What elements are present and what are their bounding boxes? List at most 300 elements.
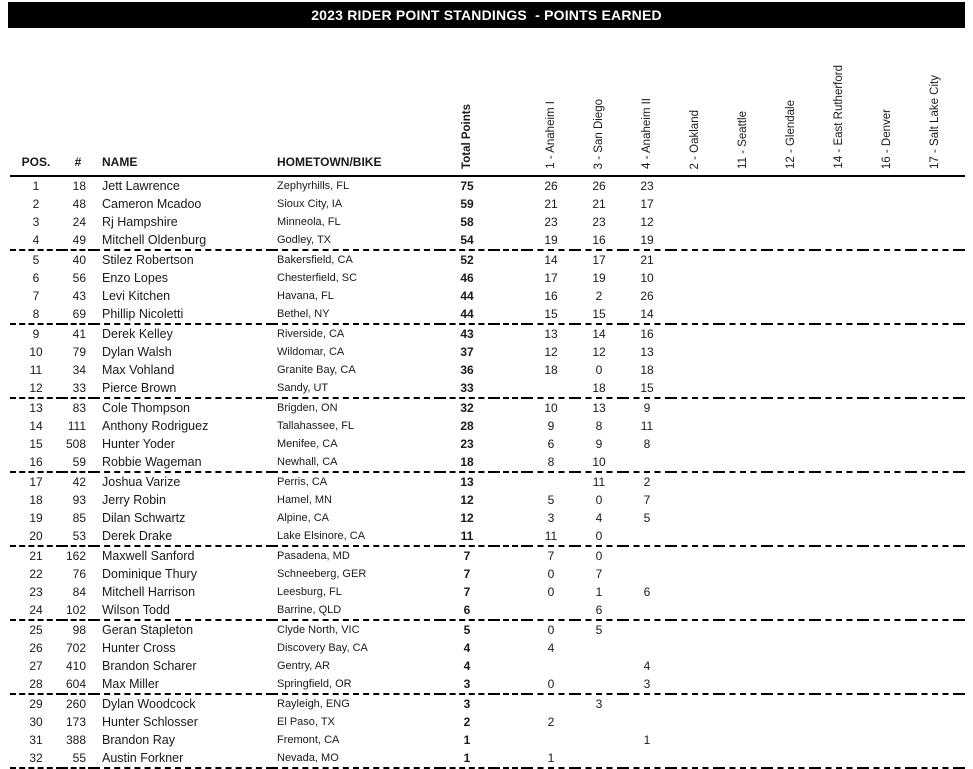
rider-name-cell: Max Miller bbox=[94, 675, 272, 694]
row-end-spacer bbox=[959, 343, 965, 361]
table-row bbox=[10, 250, 965, 269]
table-row bbox=[10, 195, 965, 213]
race-points-cell bbox=[911, 565, 959, 583]
race-points-cell: 12 bbox=[592, 345, 606, 359]
rider-number-cell: 69 bbox=[62, 305, 94, 324]
rider-name-cell: Dylan Woodcock bbox=[102, 697, 196, 711]
table-row bbox=[10, 527, 965, 546]
total-points-cell: 33 bbox=[440, 379, 494, 398]
rider-number-cell: 85 bbox=[72, 511, 86, 525]
race-points-cell bbox=[719, 583, 767, 601]
race-points-cell bbox=[719, 417, 767, 435]
race-points-cell: 8 bbox=[643, 437, 651, 451]
race-points-cell: 7 bbox=[643, 493, 651, 507]
race-points-cell: 3 bbox=[547, 511, 555, 525]
race-points-cell: 18 bbox=[640, 363, 654, 377]
race-points-cell bbox=[575, 731, 623, 749]
race-points-cell bbox=[863, 639, 911, 657]
row-spacer bbox=[494, 361, 527, 379]
row-spacer bbox=[494, 231, 527, 250]
race-points-cell bbox=[815, 305, 863, 324]
race-points-cell bbox=[719, 453, 767, 472]
race-points-cell bbox=[767, 620, 815, 639]
race-points-cell bbox=[671, 343, 719, 361]
race-points-cell: 14 bbox=[544, 253, 558, 267]
column-header-total-points: Total Points bbox=[440, 28, 494, 176]
race-points-cell bbox=[527, 379, 575, 398]
rider-number-cell: 43 bbox=[72, 289, 86, 303]
table-row bbox=[10, 343, 965, 361]
race-points-cell bbox=[863, 231, 911, 250]
row-spacer bbox=[494, 527, 527, 546]
row-end-spacer bbox=[959, 287, 965, 305]
race-points-cell bbox=[863, 305, 911, 324]
race-points-cell: 14 bbox=[623, 305, 671, 324]
race-points-cell: 21 bbox=[640, 253, 654, 267]
race-points-cell bbox=[815, 546, 863, 565]
total-points-cell: 58 bbox=[460, 215, 474, 229]
race-points-cell: 19 bbox=[592, 271, 606, 285]
race-points-cell bbox=[671, 527, 719, 546]
race-points-cell bbox=[863, 694, 911, 713]
race-points-cell bbox=[911, 195, 959, 213]
race-points-cell: 26 bbox=[592, 179, 606, 193]
race-points-cell bbox=[719, 176, 767, 195]
race-points-cell bbox=[671, 213, 719, 231]
race-points-cell bbox=[767, 639, 815, 657]
column-header-race-glendale: 12 - Glendale bbox=[767, 28, 815, 176]
race-points-cell bbox=[767, 343, 815, 361]
table-row bbox=[10, 361, 965, 379]
race-points-cell bbox=[863, 417, 911, 435]
race-points-cell: 7 bbox=[547, 549, 555, 563]
row-end-spacer bbox=[959, 435, 965, 453]
race-points-cell bbox=[719, 472, 767, 491]
race-points-cell bbox=[815, 620, 863, 639]
race-points-cell bbox=[911, 250, 959, 269]
race-points-cell bbox=[527, 657, 575, 675]
pos-cell: 31 bbox=[29, 733, 43, 747]
race-points-cell bbox=[815, 379, 863, 398]
table-row bbox=[10, 213, 965, 231]
column-header-pos: POS. bbox=[10, 28, 62, 176]
race-points-cell bbox=[911, 657, 959, 675]
race-points-cell bbox=[815, 472, 863, 491]
total-points-cell: 6 bbox=[440, 601, 494, 620]
race-points-cell bbox=[863, 601, 911, 620]
total-points-cell: 18 bbox=[440, 453, 494, 472]
race-points-cell bbox=[623, 749, 671, 768]
race-points-cell bbox=[767, 491, 815, 509]
race-points-cell bbox=[863, 250, 911, 269]
race-points-cell bbox=[671, 620, 719, 639]
race-points-cell bbox=[767, 565, 815, 583]
rider-number-cell: 42 bbox=[72, 475, 86, 489]
race-points-cell bbox=[671, 509, 719, 527]
total-points-cell: 7 bbox=[463, 549, 471, 563]
pos-cell: 29 bbox=[29, 697, 43, 711]
rider-name-cell: Anthony Rodriguez bbox=[102, 419, 209, 433]
race-points-cell: 9 bbox=[547, 419, 555, 433]
race-points-cell bbox=[719, 620, 767, 639]
table-row bbox=[10, 287, 965, 305]
race-points-cell: 15 bbox=[575, 305, 623, 324]
rider-name-cell: Geran Stapleton bbox=[102, 623, 194, 637]
column-header-race-anaheim-1: 1 - Anaheim I bbox=[527, 28, 575, 176]
row-spacer bbox=[494, 398, 527, 417]
column-header-race-san-diego: 3 - San Diego bbox=[575, 28, 623, 176]
rider-number-cell: 79 bbox=[72, 345, 86, 359]
hometown-cell: Nevada, MO bbox=[272, 749, 440, 768]
race-points-cell: 13 bbox=[544, 327, 558, 341]
table-row bbox=[10, 176, 965, 195]
race-points-cell bbox=[863, 713, 911, 731]
race-points-cell bbox=[575, 675, 623, 694]
total-points-cell: 43 bbox=[460, 327, 474, 341]
race-points-cell bbox=[815, 361, 863, 379]
table-row bbox=[10, 675, 965, 694]
column-header-race-denver: 16 - Denver bbox=[863, 28, 911, 176]
row-spacer bbox=[494, 620, 527, 639]
race-points-cell bbox=[911, 176, 959, 195]
race-points-cell: 0 bbox=[595, 363, 603, 377]
race-points-cell bbox=[863, 749, 911, 768]
race-points-cell bbox=[815, 527, 863, 546]
race-points-cell bbox=[911, 287, 959, 305]
race-points-cell bbox=[815, 343, 863, 361]
row-end-spacer bbox=[959, 379, 965, 398]
hometown-cell: Wildomar, CA bbox=[277, 346, 345, 358]
race-points-cell bbox=[911, 472, 959, 491]
pos-cell: 14 bbox=[29, 419, 43, 433]
row-spacer bbox=[494, 509, 527, 527]
table-row bbox=[10, 509, 965, 527]
race-points-cell bbox=[719, 250, 767, 269]
table-row bbox=[10, 379, 965, 398]
row-end-spacer bbox=[959, 509, 965, 527]
row-spacer bbox=[494, 491, 527, 509]
row-end-spacer bbox=[959, 361, 965, 379]
race-points-cell bbox=[623, 601, 671, 620]
race-points-cell bbox=[815, 583, 863, 601]
header-spacer bbox=[494, 28, 527, 176]
row-spacer bbox=[494, 324, 527, 343]
race-points-cell bbox=[719, 213, 767, 231]
row-spacer bbox=[494, 213, 527, 231]
table-row bbox=[10, 324, 965, 343]
rider-name-cell: Rj Hampshire bbox=[102, 215, 178, 229]
total-points-cell: 59 bbox=[460, 197, 474, 211]
total-points-cell: 36 bbox=[460, 363, 474, 377]
race-points-cell bbox=[911, 343, 959, 361]
hometown-cell: Leesburg, FL bbox=[277, 586, 342, 598]
rider-name-cell: Stilez Robertson bbox=[102, 253, 194, 267]
race-points-cell bbox=[671, 601, 719, 620]
race-points-cell bbox=[911, 694, 959, 713]
race-points-cell bbox=[815, 195, 863, 213]
table-body bbox=[10, 176, 965, 768]
race-points-cell bbox=[767, 176, 815, 195]
table-row bbox=[10, 731, 965, 749]
row-end-spacer bbox=[959, 601, 965, 620]
hometown-cell: Granite Bay, CA bbox=[277, 364, 356, 376]
row-spacer bbox=[494, 176, 527, 195]
row-spacer bbox=[494, 472, 527, 491]
rider-number-cell: 18 bbox=[72, 179, 86, 193]
race-points-cell bbox=[623, 713, 671, 731]
race-points-cell bbox=[911, 601, 959, 620]
race-points-cell bbox=[575, 639, 623, 657]
pos-cell: 8 bbox=[10, 305, 62, 324]
row-spacer bbox=[494, 601, 527, 620]
column-header-race-east-rutherford: 14 - East Rutherford bbox=[815, 28, 863, 176]
race-points-cell: 1 bbox=[595, 585, 603, 599]
pos-cell: 11 bbox=[29, 363, 43, 377]
race-points-cell bbox=[815, 231, 863, 250]
race-points-cell: 1 bbox=[643, 733, 651, 747]
pos-cell: 19 bbox=[29, 511, 43, 525]
pos-cell: 12 bbox=[10, 379, 62, 398]
table-row bbox=[10, 491, 965, 509]
rider-name-cell: Dominique Thury bbox=[102, 567, 197, 581]
race-points-cell: 0 bbox=[547, 585, 555, 599]
race-points-cell bbox=[911, 435, 959, 453]
table-row bbox=[10, 565, 965, 583]
race-points-cell: 5 bbox=[643, 511, 651, 525]
race-points-cell bbox=[767, 527, 815, 546]
race-points-cell bbox=[575, 657, 623, 675]
rider-name-cell: Derek Drake bbox=[94, 527, 272, 546]
race-points-cell bbox=[623, 694, 671, 713]
title-bar bbox=[8, 2, 965, 28]
total-points-cell: 1 bbox=[463, 733, 471, 747]
pos-cell: 23 bbox=[29, 585, 43, 599]
rider-name-cell: Cole Thompson bbox=[102, 401, 191, 415]
pos-cell: 17 bbox=[29, 475, 43, 489]
rider-name-cell: Pierce Brown bbox=[94, 379, 272, 398]
race-points-cell: 3 bbox=[623, 675, 671, 694]
race-points-cell bbox=[623, 620, 671, 639]
race-points-cell bbox=[767, 472, 815, 491]
row-end-spacer bbox=[959, 527, 965, 546]
rider-number-cell: 388 bbox=[65, 733, 86, 747]
race-points-cell: 15 bbox=[527, 305, 575, 324]
pos-cell: 13 bbox=[29, 401, 43, 415]
race-points-cell bbox=[719, 491, 767, 509]
pos-cell: 28 bbox=[10, 675, 62, 694]
race-points-cell bbox=[911, 417, 959, 435]
rider-name-cell: Hunter Cross bbox=[102, 641, 176, 655]
race-points-cell bbox=[767, 657, 815, 675]
race-points-cell bbox=[623, 639, 671, 657]
row-spacer bbox=[494, 435, 527, 453]
race-points-cell: 0 bbox=[595, 549, 603, 563]
race-points-cell bbox=[815, 491, 863, 509]
hometown-cell: Barrine, QLD bbox=[272, 601, 440, 620]
pos-cell: 1 bbox=[32, 179, 40, 193]
race-points-cell bbox=[911, 713, 959, 731]
race-points-cell: 17 bbox=[640, 197, 654, 211]
pos-cell: 24 bbox=[10, 601, 62, 620]
race-points-cell bbox=[767, 749, 815, 768]
race-points-cell bbox=[815, 657, 863, 675]
race-points-cell: 12 bbox=[544, 345, 558, 359]
table-row bbox=[10, 231, 965, 250]
race-points-cell bbox=[863, 509, 911, 527]
race-points-cell bbox=[815, 749, 863, 768]
pos-cell: 4 bbox=[10, 231, 62, 250]
table-row bbox=[10, 694, 965, 713]
race-points-cell bbox=[815, 324, 863, 343]
race-points-cell bbox=[863, 195, 911, 213]
race-points-cell bbox=[911, 546, 959, 565]
hometown-cell: Schneeberg, GER bbox=[277, 568, 367, 580]
race-points-cell bbox=[527, 472, 575, 491]
race-points-cell: 2 bbox=[643, 475, 651, 489]
race-points-cell bbox=[671, 398, 719, 417]
pos-cell: 2 bbox=[32, 197, 40, 211]
total-points-cell: 7 bbox=[463, 585, 471, 599]
race-points-cell bbox=[671, 675, 719, 694]
race-points-cell bbox=[719, 435, 767, 453]
hometown-cell: Hamel, MN bbox=[277, 494, 333, 506]
total-points-cell: 37 bbox=[460, 345, 474, 359]
row-spacer bbox=[494, 305, 527, 324]
race-points-cell: 5 bbox=[547, 493, 555, 507]
rider-number-cell: 24 bbox=[72, 215, 86, 229]
header-row bbox=[10, 28, 965, 176]
race-points-cell bbox=[767, 398, 815, 417]
race-points-cell bbox=[767, 287, 815, 305]
race-points-cell: 10 bbox=[575, 453, 623, 472]
total-points-cell: 11 bbox=[440, 527, 494, 546]
race-points-cell bbox=[671, 195, 719, 213]
row-end-spacer bbox=[959, 305, 965, 324]
rider-number-cell: 111 bbox=[67, 419, 86, 433]
row-spacer bbox=[494, 379, 527, 398]
race-points-cell bbox=[911, 324, 959, 343]
race-points-cell bbox=[719, 324, 767, 343]
race-points-cell bbox=[767, 250, 815, 269]
race-points-cell bbox=[719, 657, 767, 675]
race-points-cell bbox=[767, 231, 815, 250]
row-end-spacer bbox=[959, 620, 965, 639]
hometown-cell: Gentry, AR bbox=[277, 660, 330, 672]
hometown-cell: Havana, FL bbox=[277, 290, 334, 302]
hometown-cell: Newhall, CA bbox=[272, 453, 440, 472]
race-points-cell bbox=[911, 231, 959, 250]
race-points-cell: 4 bbox=[643, 659, 651, 673]
race-points-cell bbox=[767, 324, 815, 343]
rider-name-cell: Derek Kelley bbox=[102, 327, 173, 341]
race-points-cell bbox=[527, 601, 575, 620]
rider-number-cell: 102 bbox=[62, 601, 94, 620]
race-points-cell bbox=[815, 675, 863, 694]
race-points-cell bbox=[863, 453, 911, 472]
race-points-cell bbox=[719, 379, 767, 398]
rider-name-cell: Max Vohland bbox=[102, 363, 175, 377]
race-points-cell: 7 bbox=[595, 567, 603, 581]
race-points-cell bbox=[767, 731, 815, 749]
total-points-cell: 23 bbox=[460, 437, 474, 451]
pos-cell: 5 bbox=[32, 253, 40, 267]
race-points-cell bbox=[911, 305, 959, 324]
rider-name-cell: Maxwell Sanford bbox=[102, 549, 195, 563]
race-points-cell bbox=[719, 231, 767, 250]
race-points-cell bbox=[911, 269, 959, 287]
race-points-cell: 10 bbox=[640, 271, 654, 285]
race-points-cell: 2 bbox=[547, 715, 555, 729]
pos-cell: 6 bbox=[32, 271, 40, 285]
row-end-spacer bbox=[959, 231, 965, 250]
row-spacer bbox=[494, 453, 527, 472]
total-points-cell: 1 bbox=[440, 749, 494, 768]
rider-number-cell: 702 bbox=[65, 641, 86, 655]
race-points-cell bbox=[863, 565, 911, 583]
column-header-race-oakland: 2 - Oakland bbox=[671, 28, 719, 176]
rider-name-cell: Jerry Robin bbox=[102, 493, 166, 507]
rider-number-cell: 84 bbox=[72, 585, 86, 599]
race-points-cell bbox=[863, 491, 911, 509]
column-header-race-seattle: 11 - Seattle bbox=[719, 28, 767, 176]
row-spacer bbox=[494, 713, 527, 731]
race-points-cell bbox=[671, 287, 719, 305]
race-points-cell: 12 bbox=[640, 215, 654, 229]
rider-number-cell: 260 bbox=[65, 697, 86, 711]
race-points-cell bbox=[671, 546, 719, 565]
total-points-cell: 28 bbox=[460, 419, 474, 433]
race-points-cell: 6 bbox=[575, 601, 623, 620]
race-points-cell bbox=[767, 694, 815, 713]
race-points-cell bbox=[863, 343, 911, 361]
race-points-cell bbox=[671, 435, 719, 453]
race-points-cell bbox=[671, 250, 719, 269]
table-row bbox=[10, 639, 965, 657]
race-points-cell bbox=[911, 398, 959, 417]
row-end-spacer bbox=[959, 472, 965, 491]
race-points-cell bbox=[911, 361, 959, 379]
hometown-cell: Perris, CA bbox=[277, 476, 328, 488]
hometown-cell: Menifee, CA bbox=[277, 438, 338, 450]
page-title: 2023 RIDER POINT STANDINGS - POINTS EARNED bbox=[311, 7, 662, 23]
race-points-cell: 19 bbox=[623, 231, 671, 250]
race-points-cell: 16 bbox=[544, 289, 558, 303]
race-points-cell: 26 bbox=[544, 179, 558, 193]
rider-name-cell: Mitchell Oldenburg bbox=[94, 231, 272, 250]
rider-number-cell: 55 bbox=[62, 749, 94, 768]
race-points-cell bbox=[815, 269, 863, 287]
rider-name-cell: Wilson Todd bbox=[94, 601, 272, 620]
race-points-cell: 18 bbox=[544, 363, 558, 377]
hometown-cell: Bethel, NY bbox=[272, 305, 440, 324]
row-spacer bbox=[494, 731, 527, 749]
race-points-cell bbox=[863, 472, 911, 491]
table-row bbox=[10, 583, 965, 601]
race-points-cell bbox=[623, 453, 671, 472]
race-points-cell bbox=[863, 176, 911, 195]
rider-number-cell: 41 bbox=[72, 327, 86, 341]
race-points-cell: 17 bbox=[592, 253, 606, 267]
column-header-race-salt-lake-city: 17 - Salt Lake City bbox=[911, 28, 959, 176]
rider-number-cell: 410 bbox=[65, 659, 86, 673]
race-points-cell: 26 bbox=[640, 289, 654, 303]
row-end-spacer bbox=[959, 324, 965, 343]
race-points-cell bbox=[623, 565, 671, 583]
race-points-cell bbox=[671, 472, 719, 491]
race-points-cell bbox=[863, 379, 911, 398]
race-points-cell bbox=[767, 305, 815, 324]
row-end-spacer bbox=[959, 453, 965, 472]
